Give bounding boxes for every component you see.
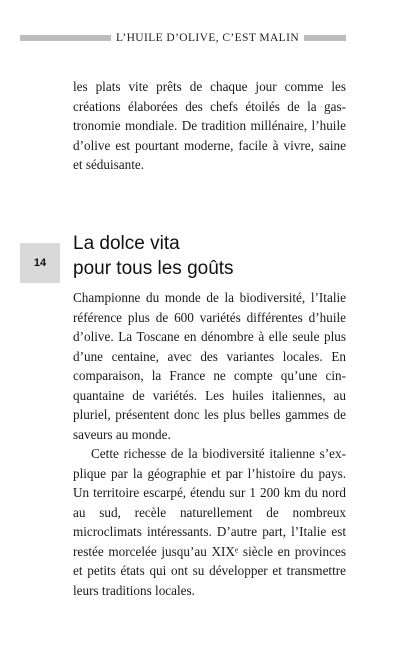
header-rule-right: [304, 35, 346, 41]
section-title-line-2: pour tous les goûts: [73, 258, 234, 279]
body-paragraph: Cette richesse de la biodiversité italienne s’explique par la géographie et par l’histoire du pays. Un territoire escarpé, étendu sur 1 200 km du nord au sud, recèle naturellement de nombreux microclimats intéressants. D’autre part, l’Italie est restée morcelée jusqu’au XIXᵉ siècle en provinces et petits états qui ont su développer et transmettre leurs traditions locales.: [73, 446, 346, 598]
section-body: [73, 288, 346, 600]
section-title: [73, 231, 346, 281]
intro-paragraph: les plats vite prêts de chaque jour comme les créations élaborées des chefs étoilés de la gastronomie mondiale. De tradition millénaire, l’huile d’olive est pourtant moderne, facile à vivre, saine et séduisante.: [73, 79, 346, 172]
section-title-line-1: La dolce vita: [73, 233, 180, 254]
body-paragraph: Championne du monde de la biodiversité, l’Italie référence plus de 600 variétés différentes d’huile d’olive. La Toscane en dénombre à elle seule plus d’une centaine, avec des variantes locales. En comparaison, la France ne compte qu’une cinquantaine de variétés. Les huiles italiennes, au pluriel, présentent donc les plus belles gammes de saveurs au monde.: [73, 290, 346, 442]
running-title: L’HUILE D’OLIVE, C’EST MALIN: [116, 32, 300, 44]
page-number: 14: [33, 257, 47, 269]
page-number-tab: [20, 243, 60, 283]
intro-paragraph-block: [73, 77, 346, 175]
running-header: [20, 32, 346, 44]
header-rule-left: [20, 35, 111, 41]
